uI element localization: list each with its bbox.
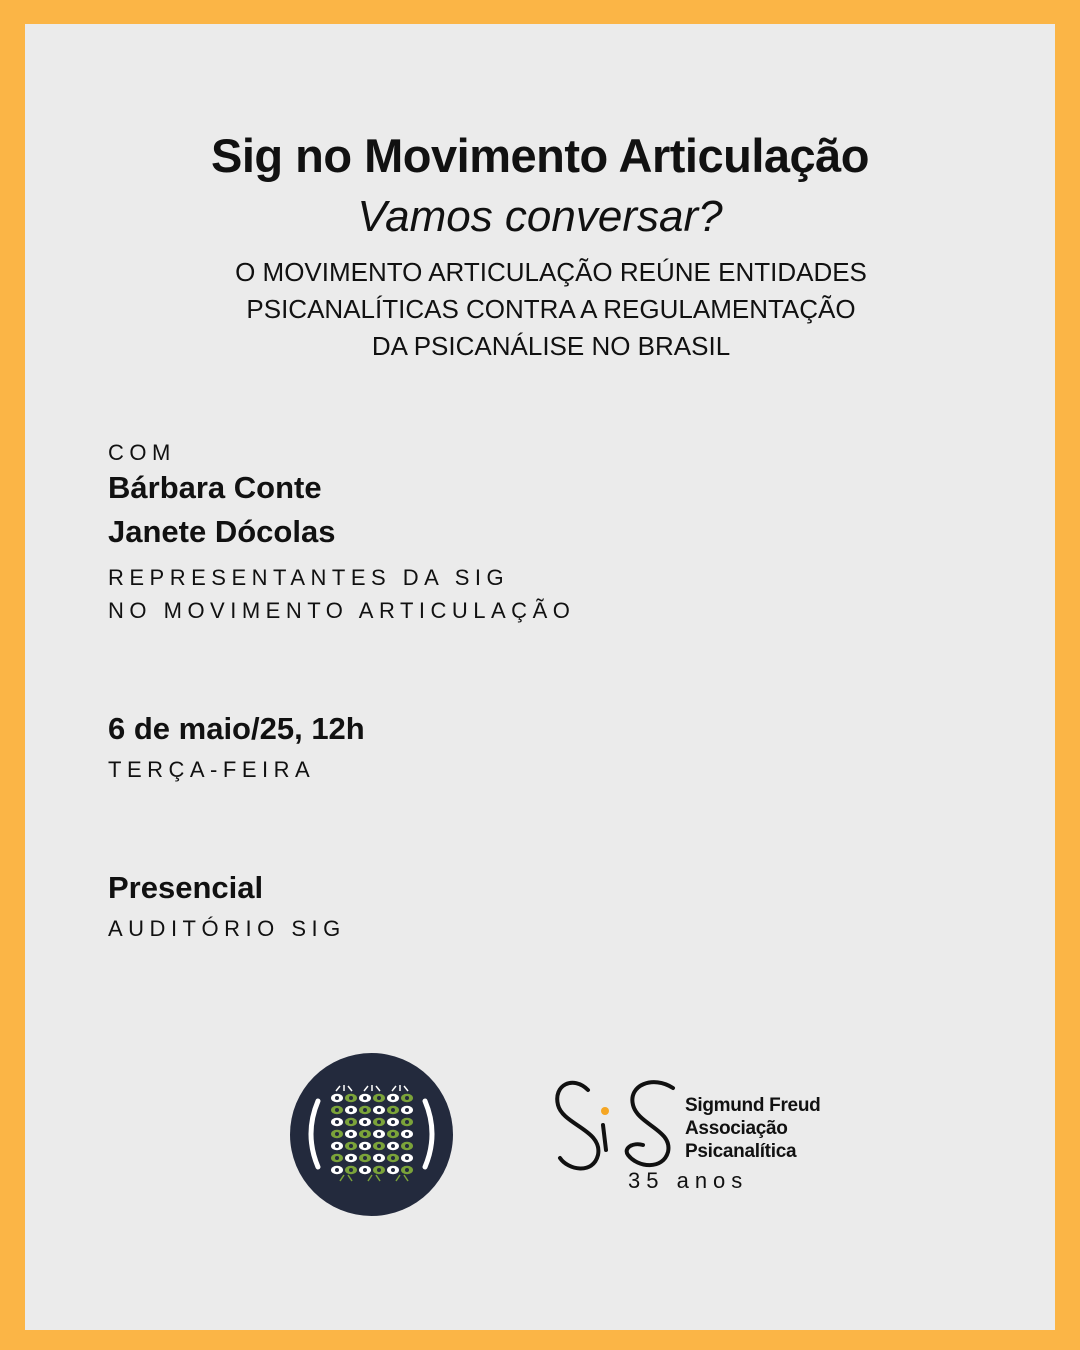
logo-eye-pupil [363, 1156, 367, 1160]
logo-eye-pupil [349, 1108, 353, 1112]
logo-eye-pupil [349, 1120, 353, 1124]
sig-years: 35 anos [628, 1168, 749, 1193]
logo-eye-pupil [391, 1108, 395, 1112]
logo-eye-pupil [349, 1168, 353, 1172]
description [0, 254, 1080, 365]
logo-eye-pupil [405, 1108, 409, 1112]
logo-eye-pupil [363, 1096, 367, 1100]
logo-eye-pupil [335, 1108, 339, 1112]
sig-name-line: Psicanalítica [685, 1141, 797, 1162]
logo-eye-pupil [377, 1108, 381, 1112]
logo-eye-pupil [391, 1096, 395, 1100]
logo-eye-pupil [335, 1156, 339, 1160]
logo-eye-pupil [405, 1120, 409, 1124]
logo-eye-pupil [377, 1144, 381, 1148]
speakers-role: REPRESENTANTES DA SIG [108, 565, 510, 590]
logo-eye-pupil [405, 1144, 409, 1148]
logo-eye-pupil [377, 1168, 381, 1172]
speaker-name: Bárbara Conte [108, 470, 322, 505]
speakers-label: COM [108, 440, 176, 465]
logo-eye-pupil [363, 1132, 367, 1136]
description-line: O MOVIMENTO ARTICULAÇÃO REÚNE ENTIDADES [235, 257, 867, 287]
logo-eye-pupil [377, 1120, 381, 1124]
logo-eye-pupil [391, 1132, 395, 1136]
logo-eye-pupil [391, 1168, 395, 1172]
logo-eye-pupil [335, 1120, 339, 1124]
poster-subtitle: Vamos conversar? [357, 192, 723, 241]
logo-eye-pupil [391, 1156, 395, 1160]
accent-dot [601, 1107, 609, 1115]
sig-name-line: Sigmund Freud [685, 1095, 821, 1116]
logo-eye-pupil [335, 1132, 339, 1136]
speaker-name: Janete Dócolas [108, 514, 336, 549]
logo-eye-pupil [335, 1144, 339, 1148]
logo-eye-pupil [363, 1108, 367, 1112]
logo-eye-pupil [405, 1096, 409, 1100]
logo-eye-pupil [377, 1096, 381, 1100]
event-date: 6 de maio/25, 12h [108, 711, 365, 746]
logo-eye-pupil [363, 1120, 367, 1124]
logo-eye-pupil [377, 1156, 381, 1160]
event-place: AUDITÓRIO SIG [108, 916, 346, 941]
logo-eye-pupil [405, 1132, 409, 1136]
sig-name-line: Associação [685, 1118, 788, 1139]
logo-eye-pupil [349, 1132, 353, 1136]
logo-eye-pupil [405, 1156, 409, 1160]
movimento-articulacao-logo-icon [290, 1053, 453, 1216]
logo-eye-pupil [349, 1096, 353, 1100]
poster-title: Sig no Movimento Articulação [211, 129, 869, 182]
logo-eye-pupil [391, 1120, 395, 1124]
logo-eye-pupil [349, 1156, 353, 1160]
event-mode: Presencial [108, 870, 264, 905]
logo-eye-pupil [349, 1144, 353, 1148]
logo-eye-pupil [377, 1132, 381, 1136]
logo-eye-pupil [335, 1168, 339, 1172]
logo-eye-pupil [335, 1096, 339, 1100]
logo-eye-pupil [363, 1144, 367, 1148]
sig-name [685, 1094, 820, 1163]
logo-eye-pupil [363, 1168, 367, 1172]
event-weekday: TERÇA-FEIRA [108, 757, 316, 782]
speakers-role: NO MOVIMENTO ARTICULAÇÃO [108, 598, 576, 623]
description-line: DA PSICANÁLISE NO BRASIL [371, 331, 731, 361]
description-line: PSICANALÍTICAS CONTRA A REGULAMENTAÇÃO [246, 294, 856, 324]
logo-eye-pupil [391, 1144, 395, 1148]
logo-eye-pupil [405, 1168, 409, 1172]
